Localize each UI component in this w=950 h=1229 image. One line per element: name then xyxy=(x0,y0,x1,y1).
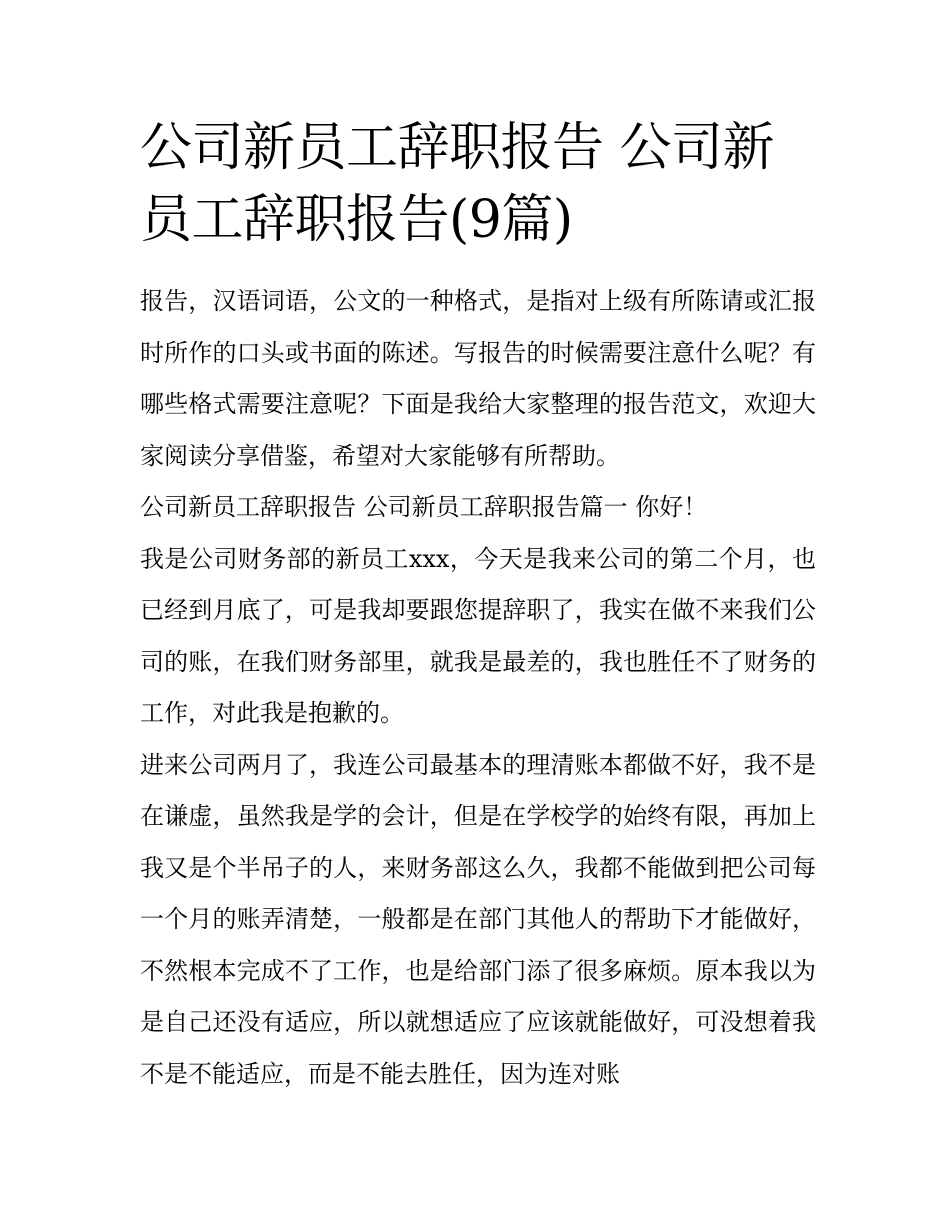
paragraph-heading-greeting: 公司新员工辞职报告 公司新员工辞职报告篇一 你好！ xyxy=(140,493,708,521)
paragraph-intro: 报告，汉语词语，公文的一种格式，是指对上级有所陈请或汇报时所作的口头或书面的陈述。写报告的时候需要注意什么呢？有哪些格式需要注意呢？下面是我给大家整理的报告范文，欢迎大家阅读分享借鉴，希望对大家能够有所帮助。 xyxy=(140,287,816,470)
paragraph-body-1: 我是公司财务部的新员工xxx，今天是我来公司的第二个月，也已经到月底了，可是我却要跟您提辞职了，我实在做不来我们公司的账，在我们财务部里，就我是最差的，我也胜任不了财务的工作，对此我是抱歉的。 xyxy=(140,544,816,727)
document-title: 公司新员工辞职报告 公司新员工辞职报告(9篇) xyxy=(140,118,775,250)
document-body xyxy=(140,276,816,1100)
paragraph-body-2: 进来公司两月了，我连公司最基本的理清账本都做不好，我不是在谦虚，虽然我是学的会计，但是在学校学的始终有限，再加上我又是个半吊子的人，来财务部这么久，我都不能做到把公司每一个月的账弄清楚，一般都是在部门其他人的帮助下才能做好，不然根本完成不了工作，也是给部门添了很多麻烦。原本我以为是自己还没有适应，所以就想适应了应该就能做好，可没想着我不是不能适应，而是不能去胜任，因为连对账 xyxy=(140,750,816,1088)
